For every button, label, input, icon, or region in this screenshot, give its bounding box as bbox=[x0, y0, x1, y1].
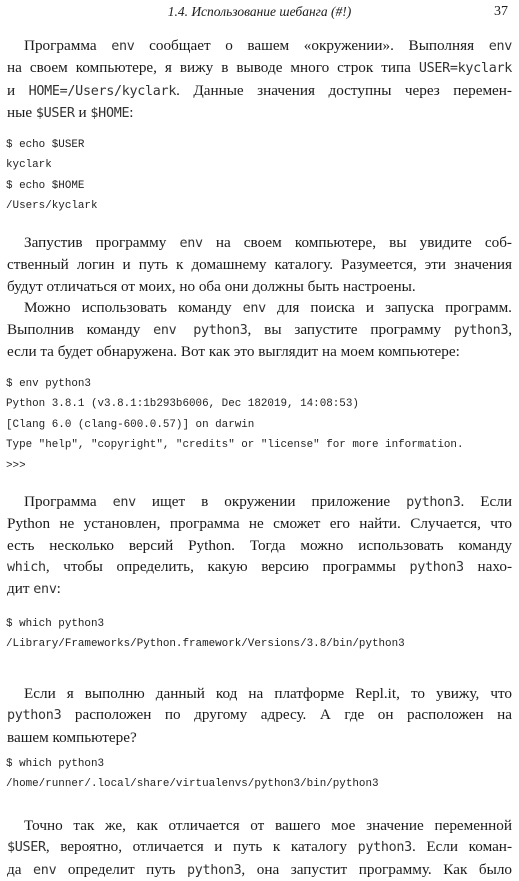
inline-code: python3 bbox=[409, 559, 464, 575]
text-line bbox=[7, 836, 512, 858]
text-run: на своем компьютере, я вижу в выводе много строк типа bbox=[7, 59, 419, 77]
text-run: определит путь bbox=[56, 860, 188, 878]
inline-code: $USER bbox=[35, 105, 75, 121]
text-run: Программа bbox=[24, 37, 112, 54]
text-run: на своем компьютере, вы увидите соб- bbox=[202, 234, 512, 251]
paragraph-env-search bbox=[7, 491, 512, 600]
paragraph-env-environment bbox=[7, 35, 512, 124]
code-line: Python 3.8.1 (v3.8.1:1b293b6006, Dec 182019, 14:08:53) bbox=[6, 398, 359, 411]
text-run: ищет в окружении приложение bbox=[135, 493, 407, 510]
text-line bbox=[7, 35, 512, 57]
text-run: , она запустит программу. Как было bbox=[241, 860, 513, 878]
text-line: есть несколько версий Python. Тогда можно использовать команду bbox=[7, 536, 512, 554]
inline-code: python3 bbox=[7, 708, 62, 724]
inline-code: python3 bbox=[406, 495, 461, 510]
inline-code: python3 bbox=[453, 323, 509, 339]
code-line: >>> bbox=[6, 459, 26, 472]
text-line: вашем компьютере? bbox=[7, 728, 137, 746]
code-line: kyclark bbox=[6, 159, 52, 172]
text-line bbox=[7, 80, 512, 102]
code-line: $ which python3 bbox=[6, 758, 105, 770]
text-run: Запустив программу bbox=[24, 234, 180, 251]
text-run: , вы запустите программу bbox=[247, 321, 454, 339]
text-line: ственный логин и путь к домашнему каталогу. Разумеется, эти значения bbox=[7, 256, 512, 274]
text-run: . Данные значения доступны через перемен- bbox=[176, 81, 512, 99]
text-run: для поиска и запуска программ. bbox=[265, 298, 512, 316]
code-line: /Users/kyclark bbox=[6, 200, 98, 213]
inline-code: env bbox=[111, 39, 135, 54]
paragraph-path-differs bbox=[7, 815, 512, 881]
text-run: и bbox=[7, 81, 29, 99]
inline-code: USER=kyclark bbox=[418, 61, 512, 77]
text-run: дит bbox=[7, 580, 34, 598]
text-line bbox=[7, 319, 512, 341]
inline-code: env bbox=[179, 236, 203, 251]
text-line bbox=[7, 491, 512, 513]
paragraph-run-env bbox=[7, 232, 512, 363]
text-line: если та будет обнаружена. Вот как это выглядит на моем компьютере: bbox=[7, 343, 460, 361]
inline-code: HOME=/Users/kyclark bbox=[28, 83, 177, 99]
text-run: расположен по другому адресу. А где он расположен на bbox=[61, 706, 512, 724]
text-line bbox=[7, 704, 512, 726]
code-line: $ env python3 bbox=[6, 378, 91, 390]
text-run: сообщает о вашем «окружении». Выполняя bbox=[134, 37, 489, 54]
text-run: , вероятно, отличается и путь к каталогу bbox=[45, 838, 358, 856]
text-line bbox=[7, 57, 512, 79]
text-run: Выполнив команду bbox=[7, 321, 154, 339]
page-header bbox=[0, 2, 519, 22]
inline-code: $HOME bbox=[90, 105, 130, 121]
text-run: нахо- bbox=[463, 557, 513, 575]
text-run: Можно использовать команду bbox=[24, 298, 243, 316]
text-line bbox=[7, 232, 512, 254]
inline-code: env bbox=[33, 582, 57, 598]
text-line bbox=[7, 578, 512, 600]
code-block-echo bbox=[6, 135, 98, 217]
code-block-which-mac bbox=[6, 614, 405, 655]
text-line: Python не установлен, программа не сможет его найти. Случается, что bbox=[7, 515, 512, 533]
running-title: 1.4. Использование шебанга (#!) bbox=[167, 4, 352, 19]
text-line bbox=[7, 102, 512, 124]
text-line: Точно так же, как отличается от вашего мое значение переменной bbox=[24, 817, 512, 834]
inline-code: env bbox=[112, 495, 136, 510]
inline-code: env bbox=[242, 300, 266, 316]
inline-code: python3 bbox=[357, 840, 412, 856]
inline-code: $USER bbox=[7, 840, 46, 856]
text-run: : bbox=[129, 103, 134, 121]
text-run: . Если bbox=[460, 493, 512, 510]
code-line: [Clang 6.0 (clang-600.0.57)] on darwin bbox=[6, 418, 255, 431]
text-run: : bbox=[56, 580, 61, 598]
code-line: $ echo $USER bbox=[6, 139, 85, 151]
code-line: Type "help", "copyright", "credits" or "license" for more information. bbox=[6, 439, 464, 452]
text-line: будут отличаться от моих, но оба они должны быть настроены. bbox=[7, 277, 416, 295]
text-run: , чтобы определить, какую версию программы bbox=[45, 557, 410, 575]
text-run: . Если коман- bbox=[411, 838, 512, 856]
inline-code: env bbox=[33, 862, 57, 878]
text-line bbox=[7, 556, 512, 578]
code-line: /home/runner/.local/share/virtualenvs/python3/bin/python3 bbox=[6, 778, 379, 791]
text-run: и bbox=[74, 103, 91, 121]
inline-code: env bbox=[488, 39, 513, 54]
code-line: $ echo $HOME bbox=[6, 179, 85, 192]
inline-code: env python3 bbox=[153, 323, 248, 339]
text-run: Программа bbox=[24, 493, 113, 510]
paragraph-replit bbox=[7, 683, 512, 748]
inline-code: python3 bbox=[187, 862, 242, 878]
page-number: 37 bbox=[494, 4, 508, 19]
text-run: да bbox=[7, 860, 34, 878]
text-run: , bbox=[508, 321, 513, 339]
text-run: ные bbox=[7, 103, 36, 121]
code-line: /Library/Frameworks/Python.framework/Versions/3.8/bin/python3 bbox=[6, 638, 405, 651]
code-block-env-python3 bbox=[6, 374, 463, 476]
code-block-which-replit bbox=[6, 754, 379, 795]
text-line: Если я выполню данный код на платформе Repl.it, то увижу, что bbox=[24, 685, 512, 702]
inline-code: which bbox=[7, 559, 46, 575]
text-line bbox=[7, 297, 512, 319]
code-line: $ which python3 bbox=[6, 618, 105, 630]
